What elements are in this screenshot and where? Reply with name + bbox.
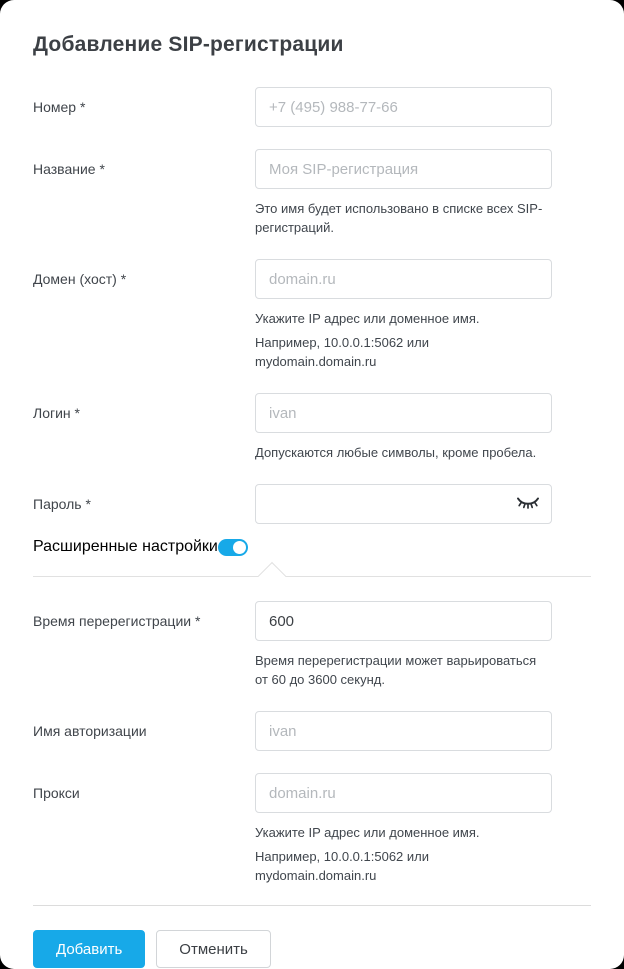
cancel-button[interactable]: Отменить — [156, 930, 271, 968]
name-input[interactable] — [255, 149, 552, 189]
proxy-hint-2: Например, 10.0.0.1:5062 или mydomain.domain.ru — [255, 849, 430, 883]
number-row — [33, 87, 591, 127]
login-input[interactable] — [255, 393, 552, 433]
closed-eye-icon[interactable] — [516, 496, 540, 512]
domain-row — [33, 259, 591, 371]
reregistration-time-label: Время перерегистрации * — [33, 613, 201, 629]
login-hint: Допускаются любые символы, кроме пробела. — [255, 445, 537, 460]
name-label: Название * — [33, 161, 105, 177]
domain-hint-1: Укажите IP адрес или доменное имя. — [255, 311, 480, 326]
advanced-section-divider — [33, 576, 591, 577]
auth-name-row — [33, 711, 591, 751]
actions-bar — [33, 930, 591, 968]
domain-input[interactable] — [255, 259, 552, 299]
actions-divider — [33, 905, 591, 906]
proxy-hint-1: Укажите IP адрес или доменное имя. — [255, 825, 480, 840]
toggle-knob — [233, 541, 246, 554]
proxy-label: Прокси — [33, 785, 80, 801]
domain-hint-2: Например, 10.0.0.1:5062 или mydomain.domain.ru — [255, 335, 430, 369]
advanced-settings-row — [33, 538, 591, 556]
page-title: Добавление SIP-регистрации — [33, 33, 344, 56]
reregistration-time-hint: Время перерегистрации может варьироваться от 60 до 3600 секунд. — [255, 653, 537, 687]
domain-label: Домен (хост) * — [33, 271, 127, 287]
name-row — [33, 149, 591, 237]
auth-name-input[interactable] — [255, 711, 552, 751]
auth-name-label: Имя авторизации — [33, 723, 147, 739]
password-label: Пароль * — [33, 496, 91, 512]
add-button[interactable]: Добавить — [33, 930, 145, 968]
reregistration-time-row — [33, 601, 591, 689]
password-row — [33, 484, 591, 524]
name-hint: Это имя будет использовано в списке всех SIP-регистраций. — [255, 201, 543, 235]
password-input[interactable] — [255, 484, 552, 524]
login-label: Логин * — [33, 405, 80, 421]
advanced-settings-label: Расширенные настройки — [33, 538, 218, 555]
reregistration-time-input[interactable] — [255, 601, 552, 641]
proxy-input[interactable] — [255, 773, 552, 813]
number-label: Номер * — [33, 99, 86, 115]
divider-notch — [258, 562, 286, 590]
number-input[interactable] — [255, 87, 552, 127]
advanced-settings-toggle[interactable] — [218, 539, 248, 556]
proxy-row — [33, 773, 591, 885]
login-row — [33, 393, 591, 462]
